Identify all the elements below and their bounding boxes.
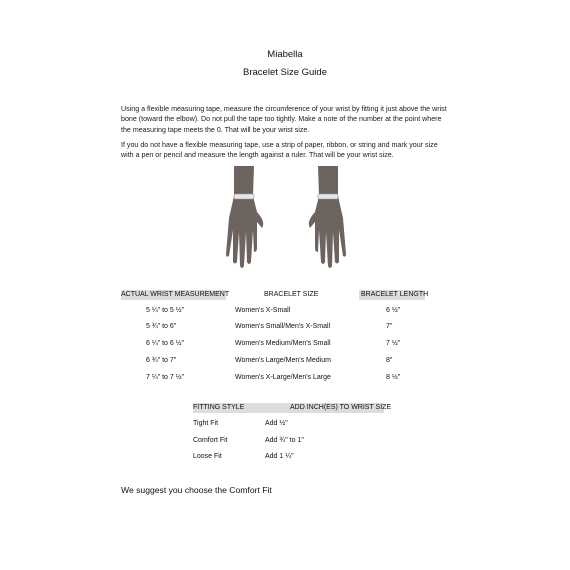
size-table-header-wrist: ACTUAL WRIST MEASUREMENT [121,291,230,298]
fit-table-header-add: ADD INCH(ES) TO WRIST SIZE [290,404,392,411]
size-row-2-wrist: 5 ¾" to 6" [146,323,177,330]
size-row-5-size: Women's X-Large/Men's Large [235,374,331,381]
fit-row-2-style: Comfort Fit [193,437,228,444]
size-row-2-size: Women's Small/Men's X-Small [235,323,331,330]
size-row-3-wrist: 6 ¼" to 6 ½" [146,340,185,347]
size-row-4-length: 8" [386,357,393,364]
fit-table-header-style: FITTING STYLE [193,404,245,411]
fit-row-3-add: Add 1 ¼" [265,453,294,460]
size-table-header-size: BRACELET SIZE [264,291,319,298]
size-row-1-length: 6 ½" [386,307,401,314]
size-row-4-size: Women's Large/Men's Medium [235,357,331,364]
fit-row-3-style: Loose Fit [193,453,222,460]
fit-row-2-add: Add ¾" to 1" [265,437,304,444]
page-title: Bracelet Size Guide [243,67,327,78]
size-table-header-length: BRACELET LENGTH [361,291,429,298]
comfort-fit-suggestion: We suggest you choose the Comfort Fit [121,485,272,495]
size-row-3-size: Women's Medium/Men's Small [235,340,331,347]
right-hand-with-bracelet-illustration [302,166,362,270]
fit-row-1-add: Add ½" [265,420,288,427]
size-row-4-wrist: 6 ¾" to 7" [146,357,177,364]
left-hand-with-bracelet-illustration [210,166,270,270]
size-row-5-length: 8 ½" [386,374,401,381]
instructions-paragraph-2: If you do not have a flexible measuring tape, use a strip of paper, ribbon, or string and mark your size with a pen or pencil and measure the length against a ruler. That will be your wrist size. [121,141,438,160]
brand-name: Miabella [267,49,303,60]
size-row-2-length: 7" [386,323,393,330]
size-row-5-wrist: 7 ¼" to 7 ½" [146,374,185,381]
size-row-1-wrist: 5 ¼" to 5 ½" [146,307,185,314]
fit-row-1-style: Tight Fit [193,420,219,427]
size-row-3-length: 7 ½" [386,340,401,347]
size-row-1-size: Women's X-Small [235,307,291,314]
instructions-paragraph-1: Using a flexible measuring tape, measure the circumference of your wrist by fitting it just above the wrist bone (toward the elbow). Do not pull the tape too tightly. Make a note of the number at the point where the measuring tape meets the 0. That will be your wrist size. [121,105,447,134]
